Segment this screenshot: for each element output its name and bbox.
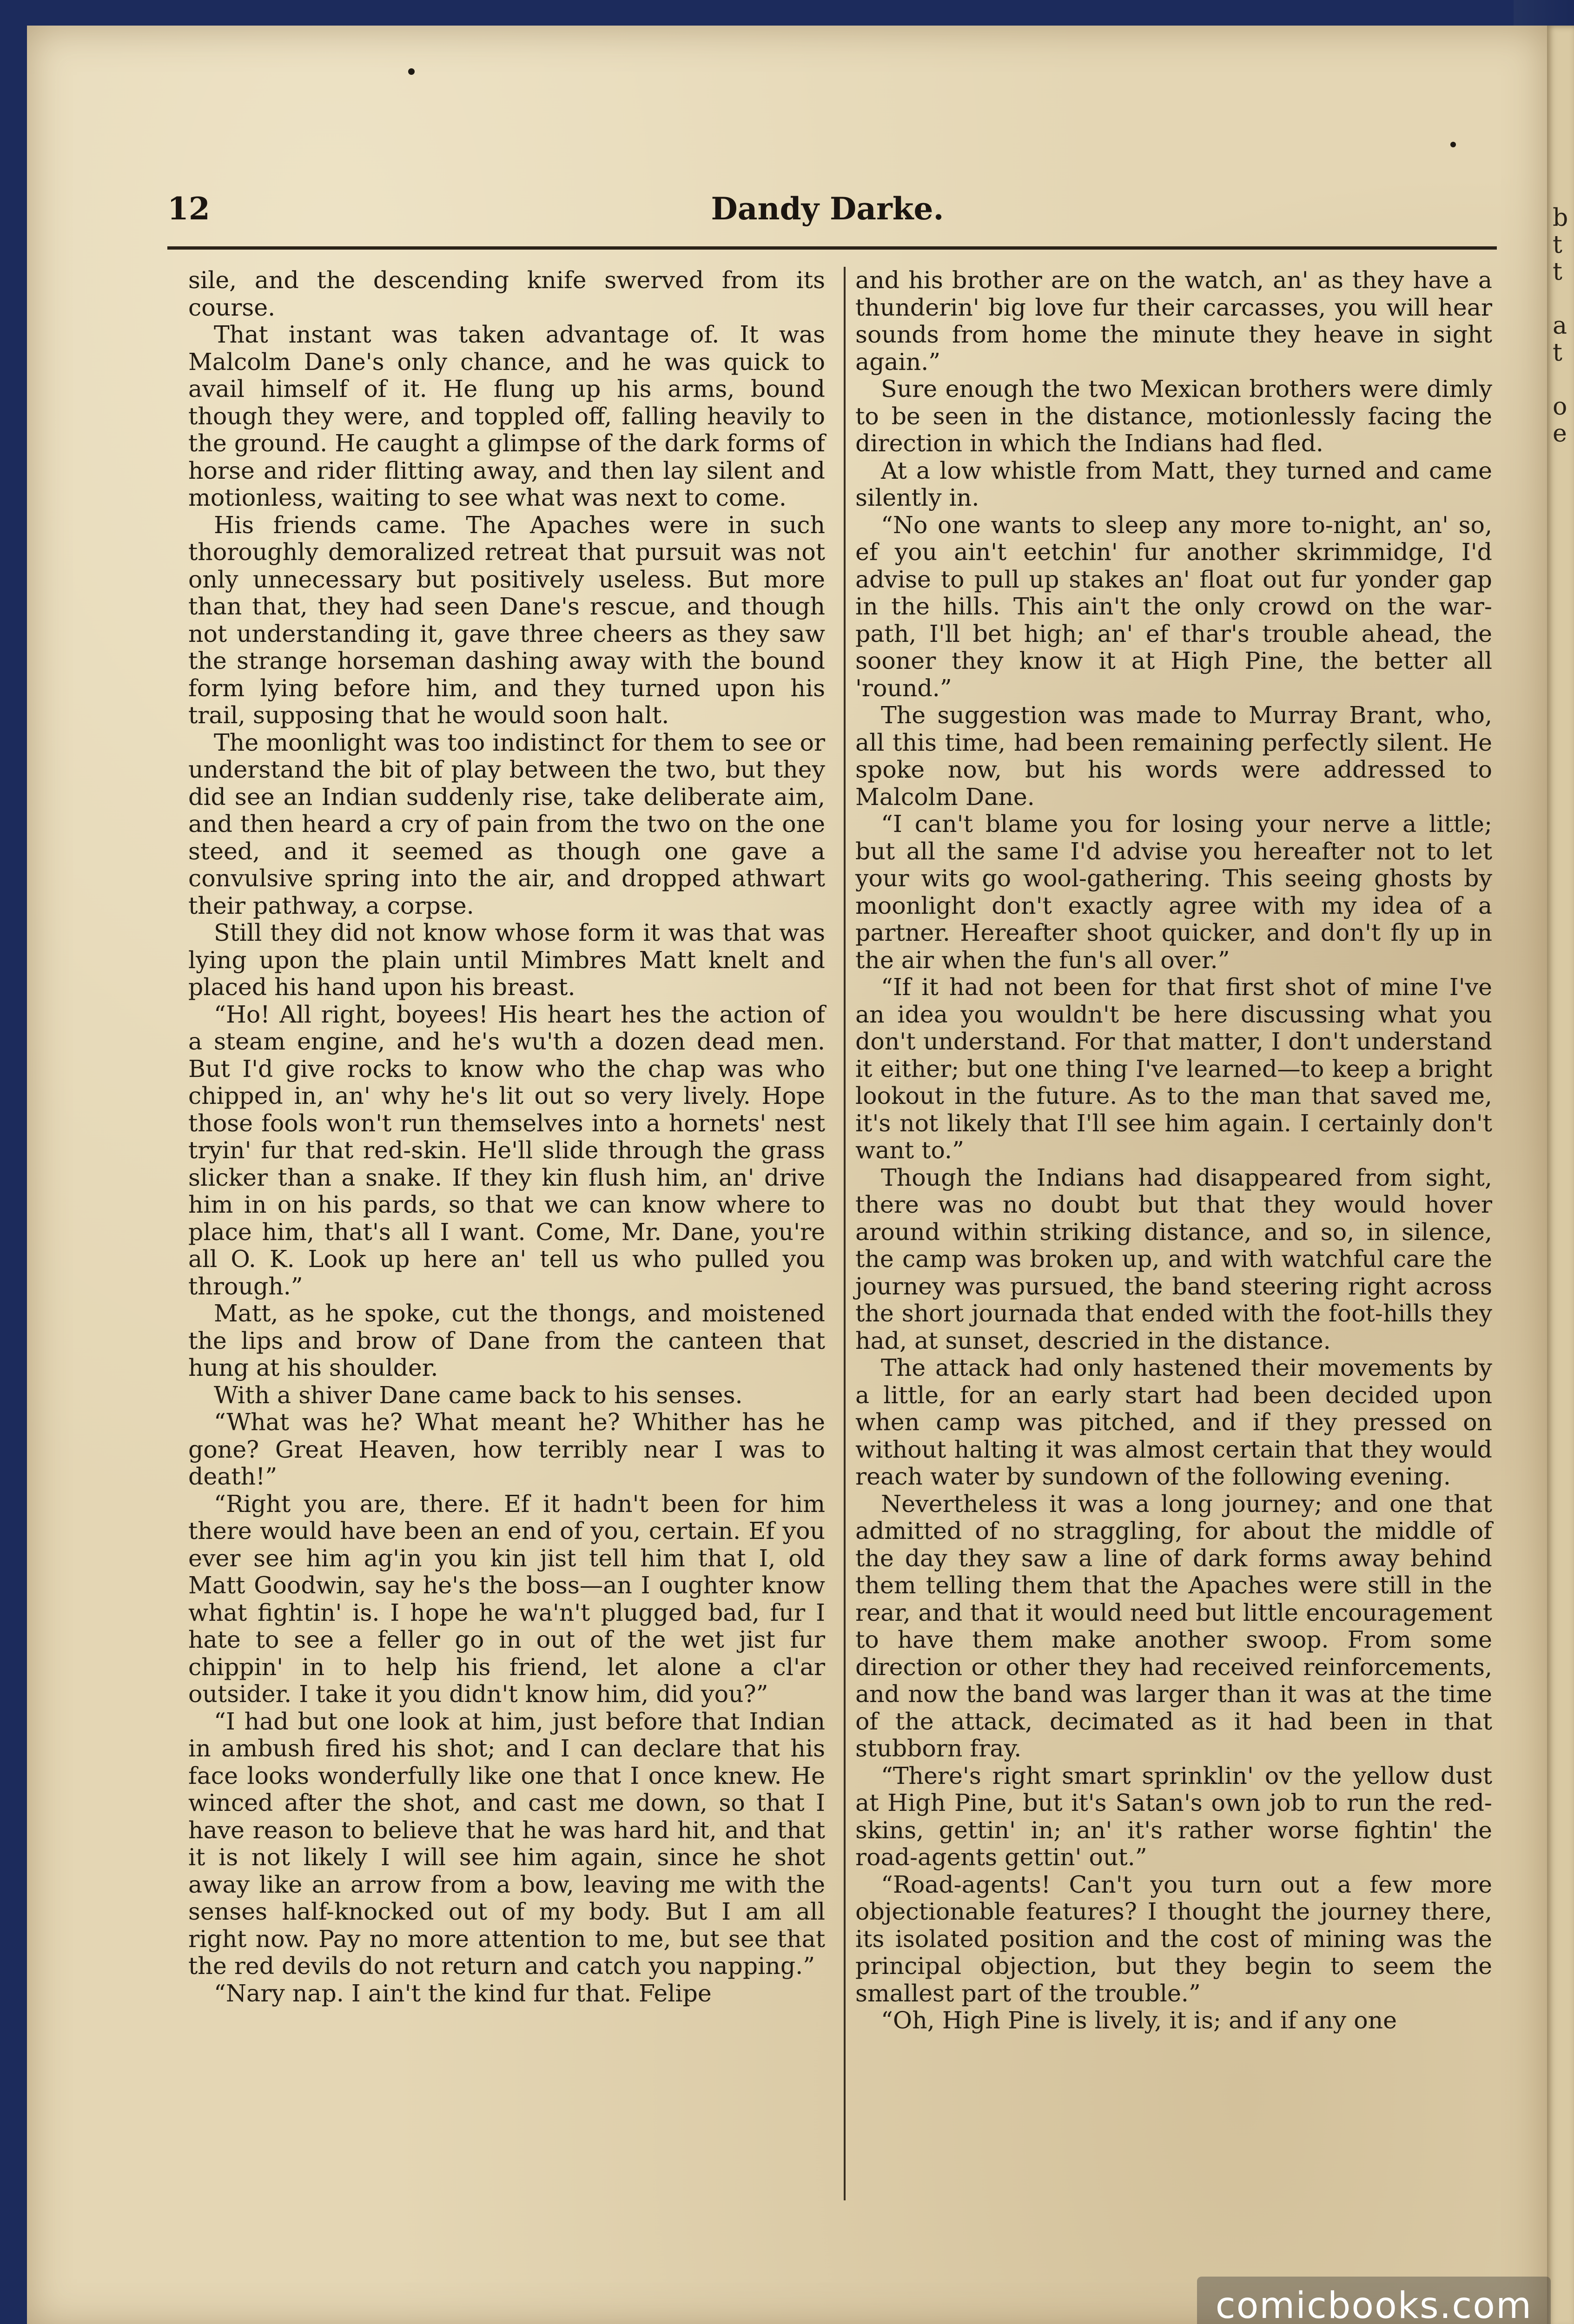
paragraph: The suggestion was made to Murray Brant, who, all this time, had been remaining perfectly silent. He spoke now, but his words were addressed to Malcolm Dane. xyxy=(855,701,1492,811)
header-rule xyxy=(167,246,1497,250)
ink-speck xyxy=(408,68,415,75)
margin-letter: b xyxy=(1553,204,1568,232)
watermark: comicbooks.com xyxy=(1197,2277,1551,2324)
paragraph: Sure enough the two Mexican brothers were dimly to be seen in the distance, motionlessly facing the direction in which the Indians had fled. xyxy=(855,375,1492,457)
margin-letter: a xyxy=(1553,312,1567,340)
margin-letter: t xyxy=(1553,231,1562,259)
running-title: Dandy Darke. xyxy=(711,191,944,227)
paragraph: The moonlight was too indistinct for them to see or understand the bit of play between the two, but they did see an Indian suddenly rise, take deliberate aim, and then heard a cry of pain from the two on the one steed, and it seemed as though one gave a convulsive spring into the air, and dropped athwart their pathway, a corpse. xyxy=(188,728,825,919)
page-header xyxy=(167,191,1488,228)
paragraph: The attack had only hastened their movements by a little, for an early start had been decided upon when camp was pitched, and if they pressed on without halting it was almost certain that they would reach water by sundown of the following evening. xyxy=(855,1354,1492,1490)
paragraph: “I can't blame you for losing your nerve a little; but all the same I'd advise you hereafter not to let your wits go wool-gathering. This seeing ghosts by moonlight don't exactly agree with my idea of a partner. Hereafter shoot quicker, and don't fly up in the air when the fun's all over.” xyxy=(855,810,1492,974)
paragraph: With a shiver Dane came back to his senses. xyxy=(214,1381,743,1409)
margin-letter: t xyxy=(1553,258,1562,286)
margin-letter xyxy=(1553,366,1571,393)
paragraph: That instant was taken advantage of. It was Malcolm Dane's only chance, and he was quick to avail himself of it. He flung up his arms, bound though they were, and toppled off, falling heavily to the ground. He caught a glimpse of the dark forms of horse and rider flitting away, and then lay silent and motionless, waiting to see what was next to come. xyxy=(188,321,825,511)
paragraph: Though the Indians had disappeared from sight, there was no doubt but that they would hover around within striking distance, and so, in silence, the camp was broken up, and with watchful care the journey was pursued, the band steering right across the short journada that ended with the foot-hills they had, at sunset, descried in the distance. xyxy=(855,1163,1492,1354)
ink-speck xyxy=(1450,142,1456,147)
paragraph: “Oh, High Pine is lively, it is; and if any one xyxy=(881,2007,1397,2034)
paragraph: “Road-agents! Can't you turn out a few more objectionable features? I thought the journey there, its isolated position and the cost of mining was the principal objection, but they begin to seem the smallest part of the trouble.” xyxy=(855,1870,1492,2007)
margin-letter: t xyxy=(1553,339,1562,367)
paragraph: Still they did not know whose form it was that was lying upon the plain until Mimbres Matt knelt and placed his hand upon his breast. xyxy=(188,919,825,1001)
paragraph: “Ho! All right, boyees! His heart hes the action of a steam engine, and he's wu'th a dozen dead men. But I'd give rocks to know who the chap was who chipped in, an' why he's lit out so very lively. Hope those fools won't run themselves into a hornets' nest tryin' fur that red-skin. He'll slide through the grass slicker than a snake. If they kin flush him, an' drive him in on his pards, so that we can know where to place him, that's all I want. Come, Mr. Dane, you're all O. K. Look up here an' tell us who pulled you through.” xyxy=(188,1000,825,1300)
paragraph: At a low whistle from Matt, they turned and came silently in. xyxy=(855,456,1492,511)
margin-letter xyxy=(1553,285,1571,312)
paragraph: “Nary nap. I ain't the kind fur that. Felipe xyxy=(214,1979,712,2007)
paragraph: “If it had not been for that first shot of mine I've an idea you wouldn't be here discussing what you don't understand. For that matter, I don't understand it either; but one thing I've learned—to keep a bright lookout in the future. As to the man that saved me, it's not likely that I'll see him again. I certainly don't want to.” xyxy=(855,973,1492,1164)
paragraph: “Right you are, there. Ef it hadn't been for him there would have been an end of you, certain. Ef you ever see him ag'in you kin jist tell him that I, old Matt Goodwin, say he's the boss—an I oughter know what fightin' is. I hope he wa'n't plugged bad, fur I hate to see a feller go in out of the wet jist fur chippin' in to help his friend, let alone a cl'ar outsider. I take it you didn't know him, did you?” xyxy=(188,1490,825,1708)
paragraph: Nevertheless it was a long journey; and one that admitted of no straggling, for about the middle of the day they saw a line of dark forms away behind them telling them that the Apaches were still in the rear, and that it would need but little encouragement to have them make another swoop. From some direction or other they had received reinforcements, and now the band was larger than it was at the time of the attack, decimated as it had been in that stubborn fray. xyxy=(855,1490,1492,1762)
margin-letter: e xyxy=(1553,420,1567,448)
paragraph: sile, and the descending knife swerved from its course. xyxy=(188,266,825,321)
paragraph: and his brother are on the watch, an' as they have a thunderin' big love fur their carcasses, you will hear sounds from home the minute they heave in sight again.” xyxy=(855,266,1492,376)
right-column xyxy=(855,267,1492,2034)
paragraph: His friends came. The Apaches were in such thoroughly demoralized retreat that pursuit was not only unnecessary but positively useless. But more than that, they had seen Dane's rescue, and though not understanding it, gave three cheers as they saw the strange horseman dashing away with the bound form lying before him, and they turned upon his trail, supposing that he would soon halt. xyxy=(188,511,825,729)
paragraph: Matt, as he spoke, cut the thongs, and moistened the lips and brow of Dane from the canteen that hung at his shoulder. xyxy=(188,1300,825,1381)
page-number: 12 xyxy=(167,191,210,227)
paragraph: “I had but one look at him, just before that Indian in ambush fired his shot; and I can declare that his face looks wonderfully like one that I once knew. He winced after the shot, and cast me down, so that I have reason to believe that he was hard hit, and that it is not likely I will see him again, since he shot away like an arrow from a bow, leaving me with the senses half-knocked out of my body. But I am all right now. Pay no more attention to me, but see that the red devils do not return and catch you napping.” xyxy=(188,1707,825,1980)
margin-letter: o xyxy=(1553,393,1567,421)
paragraph: “No one wants to sleep any more to-night, an' so, ef you ain't eetchin' fur another skrimmidge, I'd advise to pull up stakes an' float out fur yonder gap in the hills. This ain't the only crowd on the war-path, I'll bet high; an' ef thar's trouble ahead, the sooner they know it at High Pine, the better all 'round.” xyxy=(855,511,1492,702)
adjacent-page-letters xyxy=(1553,205,1571,447)
paragraph: “What was he? What meant he? Whither has he gone? Great Heaven, how terribly near I was to death!” xyxy=(188,1408,825,1490)
left-column xyxy=(188,267,825,2007)
column-divider xyxy=(844,267,846,2200)
paragraph: “There's right smart sprinklin' ov the yellow dust at High Pine, but it's Satan's own job to run the red-skins, gettin' in; an' it's rather worse fightin' the road-agents gettin' out.” xyxy=(855,1762,1492,1871)
